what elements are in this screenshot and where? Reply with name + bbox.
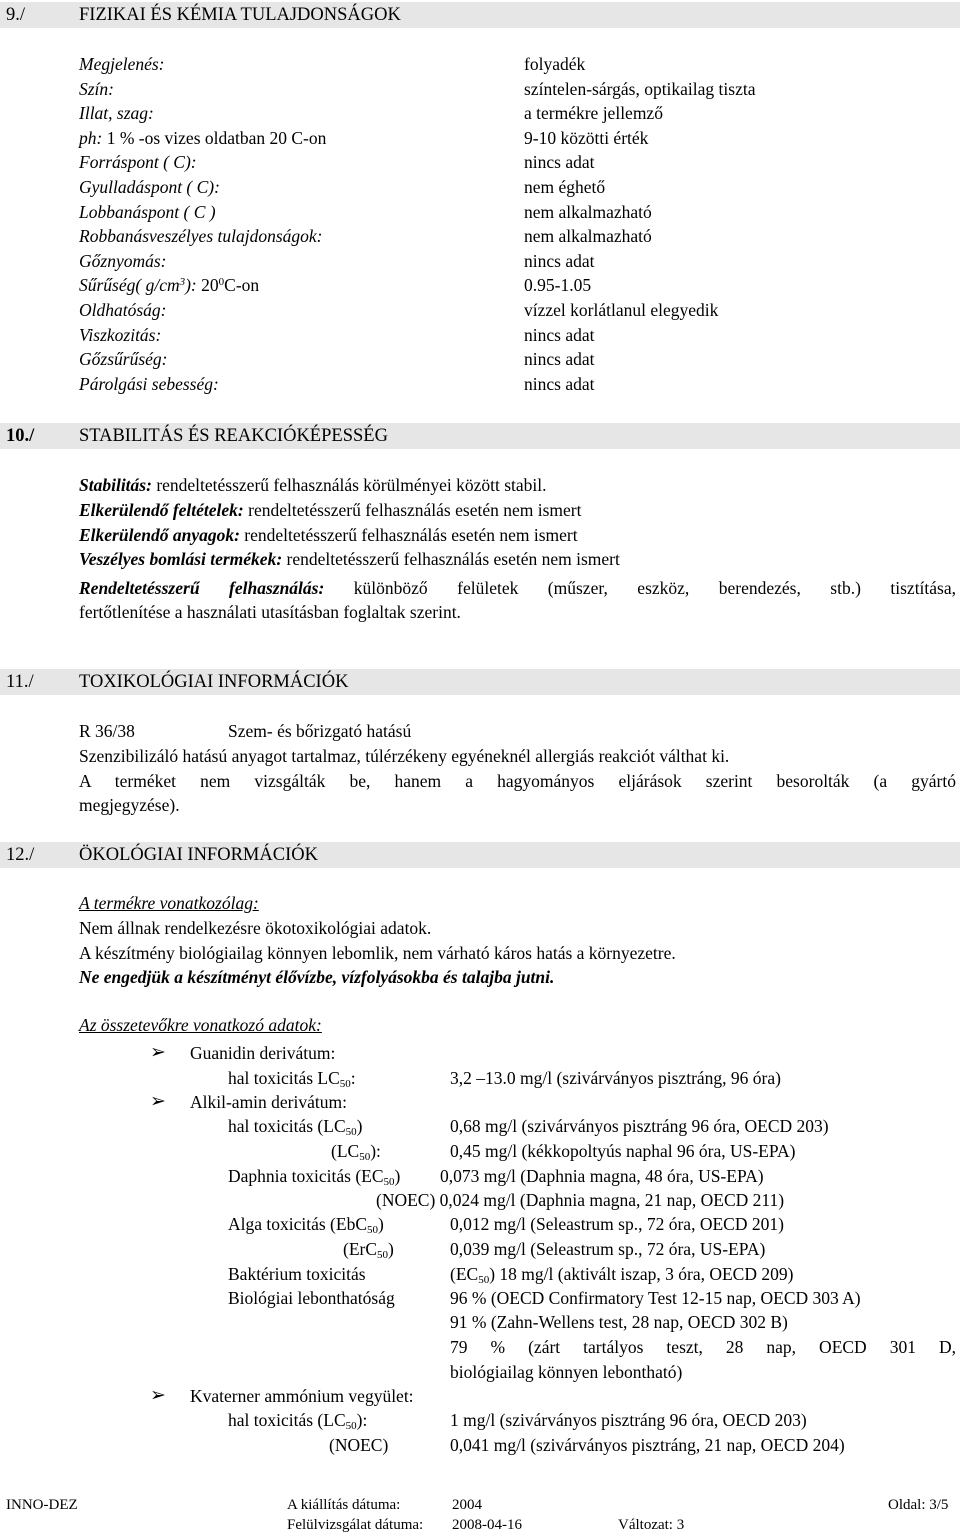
stability-label: Veszélyes bomlási termékek:: [79, 549, 283, 569]
product-line-2: A készítmény biológiailag könnyen lebomlik, nem várható káros hatás a környezetre.: [79, 943, 676, 963]
property-label: Párolgási sebesség:: [79, 374, 219, 394]
section-title: FIZIKAI ÉS KÉMIA TULAJDONSÁGOK: [79, 5, 401, 25]
section-11-header: [0, 669, 960, 695]
tox-line-3: A terméket nem vizsgálták be, hanem a hagyományos eljárások szerint besorolták (a gyártó: [79, 771, 956, 791]
stability-label: Elkerülendő anyagok:: [79, 525, 240, 545]
tox-value: 0,073 mg/l (Daphnia magna, 48 óra, US-EPA): [440, 1166, 764, 1186]
tox-label: (ErC$_{50}$): [343, 1239, 394, 1261]
tox-line-2: Szenzibilizáló hatású anyagot tartalmaz, túlérzékeny egyéneknél allergiás reakciót válthat ki.: [79, 746, 730, 766]
intended-use-label: Rendeltetésszerű felhasználás:: [79, 578, 325, 598]
property-label: Gőznyomás:: [79, 251, 167, 271]
property-value: színtelen-sárgás, optikailag tiszta: [524, 79, 756, 99]
tox-value: 1 mg/l (szivárványos pisztráng 96 óra, OECD 203): [450, 1410, 807, 1430]
property-value: nincs adat: [524, 374, 595, 394]
property-label: Lobbanáspont ( C ): [79, 202, 216, 222]
stability-row: [79, 525, 578, 546]
tox-value: 96 % (OECD Confirmatory Test 12-15 nap, OECD 303 A): [450, 1288, 861, 1308]
component-name: Alkil-amin derivátum:: [190, 1092, 347, 1112]
tox-line-4: megjegyzése).: [79, 795, 180, 815]
bullet-arrow-icon: ➢: [150, 1091, 166, 1112]
property-value: 9-10 közötti érték: [524, 128, 649, 148]
section-9-header: [0, 2, 960, 28]
tox-value: $(EC_{50})$ 18 mg/l (aktivált iszap, 3 óra, OECD 209): [450, 1264, 794, 1286]
stability-text: rendeltetésszerű felhasználás körülményei között stabil.: [156, 475, 547, 495]
tox-label: $(LC_{50})$:: [331, 1141, 381, 1163]
property-label: Robbanásveszélyes tulajdonságok:: [79, 226, 323, 246]
tox-value: 91 % (Zahn-Wellens test, 28 nap, OECD 302 B): [450, 1312, 788, 1332]
tox-value: 3,2 –13.0 mg/l (szivárványos pisztráng, 96 óra): [450, 1068, 781, 1088]
intended-use-text: különböző felületek (műszer, eszköz, berendezés, stb.) tisztítása,: [353, 578, 956, 598]
tox-label: Alga toxicitás (EbC$_{50}$): [228, 1214, 384, 1236]
property-label: Oldhatóság:: [79, 300, 167, 320]
warning-text: Ne engedjük a készítményt élővízbe, vízfolyásokba és talajba jutni.: [79, 967, 555, 987]
property-value: a termékre jellemző: [524, 103, 663, 123]
property-value: nem alkalmazható: [524, 226, 652, 246]
property-value: nincs adat: [524, 325, 595, 345]
intended-use-line: [79, 578, 956, 599]
section-number: 9./: [6, 5, 26, 25]
component-name: Guanidin derivátum:: [190, 1043, 336, 1063]
property-value: nincs adat: [524, 251, 595, 271]
stability-text: rendeltetésszerű felhasználás esetén nem ismert: [244, 525, 578, 545]
bullet-arrow-icon: ➢: [150, 1042, 166, 1063]
section-number: 12./: [6, 845, 35, 865]
tox-label: hal toxicitás $LC_{50}$:: [228, 1068, 356, 1090]
property-label: Megjelenés:: [79, 54, 165, 74]
property-label: Illat, szag:: [79, 103, 154, 123]
property-value: nem alkalmazható: [524, 202, 652, 222]
tox-value: 0,012 mg/l (Seleastrum sp., 72 óra, OECD 201): [450, 1214, 784, 1234]
tox-value: 0,68 mg/l (szivárványos pisztráng 96 óra, OECD 203): [450, 1116, 829, 1136]
footer-review-value: 2008-04-16: [452, 1517, 522, 1533]
footer-review-label: Felülvizsgálat dátuma:: [287, 1517, 424, 1533]
stability-row: [79, 549, 620, 570]
property-value: 0.95-1.05: [524, 275, 592, 295]
tox-value: 79 % (zárt tartályos teszt, 28 nap, OECD 301 D,: [450, 1337, 956, 1357]
product-line-1: Nem állnak rendelkezésre ökotoxikológiai adatok.: [79, 918, 432, 938]
tox-value: 0,041 mg/l (szivárványos pisztráng, 21 nap, OECD 204): [450, 1435, 845, 1455]
tox-label: hal toxicitás $(LC_{50})$: [228, 1116, 363, 1138]
stability-row: [79, 500, 581, 521]
section-number: 11./: [6, 672, 34, 692]
section-number: 10./: [6, 426, 35, 446]
property-label: Viszkozitás:: [79, 325, 162, 345]
section-title: TOXIKOLÓGIAI INFORMÁCIÓK: [79, 672, 349, 692]
section-12-header: [0, 842, 960, 868]
property-label: ph: 1 % -os vizes oldatban 20 C-on: [79, 128, 327, 148]
stability-text: rendeltetésszerű felhasználás esetén nem ismert: [286, 549, 620, 569]
property-value: folyadék: [524, 54, 586, 74]
property-value: vízzel korlátlanul elegyedik: [524, 300, 719, 320]
section-title: STABILITÁS ÉS REAKCIÓKÉPESSÉG: [79, 426, 388, 446]
footer-issue-value: 2004: [452, 1497, 482, 1513]
stability-row: [79, 475, 547, 496]
footer-company: INNO-DEZ: [6, 1497, 78, 1513]
tox-value: 0,039 mg/l (Seleastrum sp., 72 óra, US-EPA): [450, 1239, 766, 1259]
component-name: Kvaterner ammónium vegyület:: [190, 1386, 414, 1406]
property-value: nincs adat: [524, 152, 595, 172]
r-phrase-text: Szem- és bőrizgató hatású: [228, 721, 412, 741]
tox-label: hal toxicitás $(LC_{50})$:: [228, 1410, 368, 1432]
property-value: nem éghető: [524, 177, 606, 197]
product-heading: A termékre vonatkozólag:: [79, 893, 259, 913]
property-label: Sűrűség( $g/cm^3$): $20^0C-on$: [79, 275, 260, 295]
stability-label: Elkerülendő feltételek:: [79, 500, 244, 520]
tox-line: (NOEC) 0,024 mg/l (Daphnia magna, 21 nap, OECD 211): [376, 1190, 785, 1210]
footer-issue-label: A kiállítás dátuma:: [287, 1497, 401, 1513]
tox-label: (NOEC): [329, 1435, 389, 1455]
footer-page: Oldal: 3/5: [888, 1497, 949, 1513]
section-10-header: [0, 423, 960, 449]
property-label: Gőzsűrűség:: [79, 349, 168, 369]
tox-label: Baktérium toxicitás: [228, 1264, 366, 1284]
property-label: Szín:: [79, 79, 114, 99]
bullet-arrow-icon: ➢: [150, 1385, 166, 1406]
footer-version: Változat: 3: [618, 1517, 685, 1533]
intended-use-line-2: fertőtlenítése a használati utasításban foglaltak szerint.: [79, 602, 461, 622]
property-label: Forráspont ( C):: [79, 152, 197, 172]
components-heading: Az összetevőkre vonatkozó adatok:: [79, 1015, 322, 1035]
r-phrase-code: R 36/38: [79, 721, 135, 741]
tox-value: 0,45 mg/l (kékkopoltyús naphal 96 óra, US-EPA): [450, 1141, 796, 1161]
tox-label: Daphnia toxicitás $(EC_{50})$: [228, 1166, 401, 1188]
stability-label: Stabilitás:: [79, 475, 152, 495]
tox-label: Biológiai lebonthatóság: [228, 1288, 395, 1308]
stability-text: rendeltetésszerű felhasználás esetén nem ismert: [248, 500, 582, 520]
property-value: nincs adat: [524, 349, 595, 369]
property-label: Gyulladáspont ( C):: [79, 177, 220, 197]
tox-value: biológiailag könnyen lebontható): [450, 1362, 683, 1382]
section-title: ÖKOLÓGIAI INFORMÁCIÓK: [79, 845, 318, 865]
